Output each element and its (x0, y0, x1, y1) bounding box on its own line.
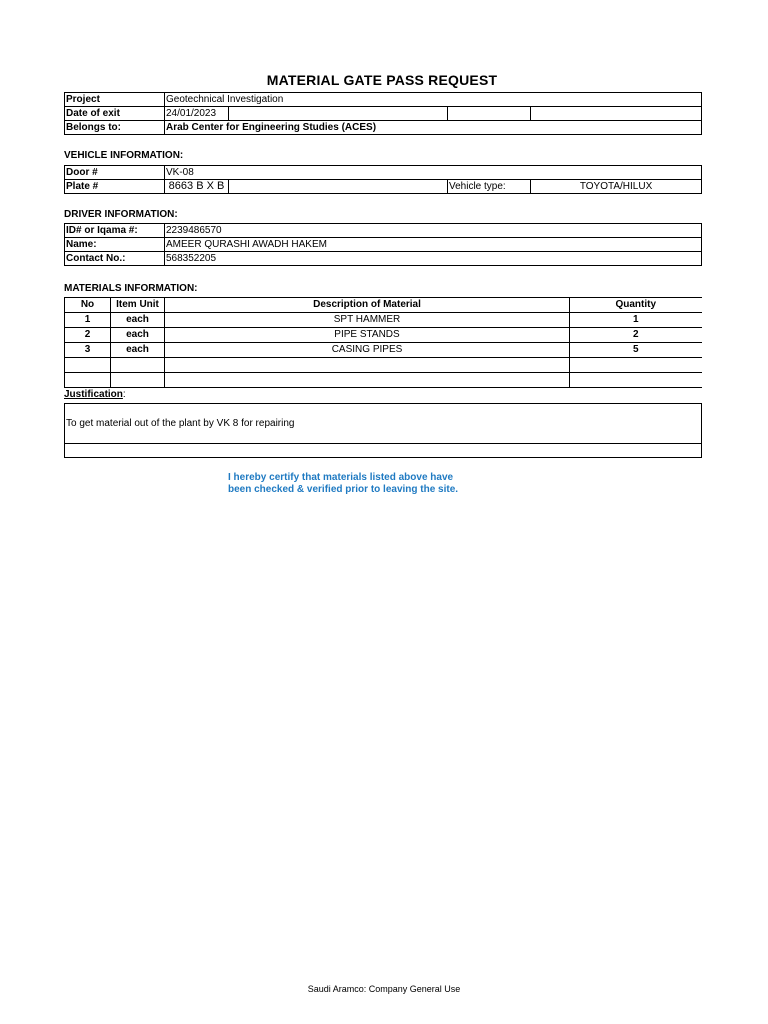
id-label: ID# or Iqama #: (65, 224, 165, 238)
belongs-label: Belongs to: (65, 121, 165, 135)
empty-cell (229, 180, 448, 194)
justification-label: Justification (64, 389, 123, 400)
empty-cell (165, 358, 570, 373)
empty-cell (65, 373, 111, 388)
empty-cell (111, 358, 165, 373)
vehicle-type-value: TOYOTA/HILUX (531, 180, 702, 194)
table-row-empty (65, 358, 702, 373)
row-no: 3 (65, 343, 111, 358)
vehicle-heading: VEHICLE INFORMATION: (64, 150, 184, 161)
row-description: CASING PIPES (165, 343, 570, 358)
header-quantity: Quantity (570, 298, 702, 313)
door-value: VK-08 (165, 166, 702, 180)
justification-row (65, 404, 702, 444)
vehicle-table (64, 165, 702, 194)
empty-cell (65, 358, 111, 373)
empty-cell (165, 373, 570, 388)
table-row-empty (65, 373, 702, 388)
date-row (65, 107, 702, 121)
justification-empty-row (65, 444, 702, 458)
vehicle-type-label: Vehicle type: (448, 180, 531, 194)
header-no: No (65, 298, 111, 313)
table-row (65, 343, 702, 358)
name-value: AMEER QURASHI AWADH HAKEM (165, 238, 702, 252)
table-row (65, 313, 702, 328)
empty-cell (111, 373, 165, 388)
driver-table (64, 223, 702, 266)
door-row (65, 166, 702, 180)
page-footer: Saudi Aramco: Company General Use (307, 984, 461, 994)
project-table (64, 92, 702, 135)
contact-row (65, 252, 702, 266)
form-title: MATERIAL GATE PASS REQUEST (266, 72, 498, 88)
justification-heading (64, 389, 126, 400)
table-row (65, 328, 702, 343)
plate-label: Plate # (65, 180, 165, 194)
header-unit: Item Unit (111, 298, 165, 313)
door-label: Door # (65, 166, 165, 180)
row-quantity: 1 (570, 313, 702, 328)
project-value: Geotechnical Investigation (165, 93, 702, 107)
name-row (65, 238, 702, 252)
project-row (65, 93, 702, 107)
empty-cell (448, 107, 531, 121)
id-value: 2239486570 (165, 224, 702, 238)
plate-row (65, 180, 702, 194)
belongs-row (65, 121, 702, 135)
materials-heading: MATERIALS INFORMATION: (64, 283, 198, 294)
empty-cell (229, 107, 448, 121)
project-label: Project (65, 93, 165, 107)
date-label: Date of exit (65, 107, 165, 121)
contact-label: Contact No.: (65, 252, 165, 266)
justification-table (64, 403, 702, 458)
certification-statement (228, 472, 488, 496)
date-value: 24/01/2023 (165, 107, 229, 121)
empty-cell (570, 373, 702, 388)
row-no: 1 (65, 313, 111, 328)
plate-value: 8663 B X B (165, 180, 229, 194)
row-description: PIPE STANDS (165, 328, 570, 343)
driver-heading: DRIVER INFORMATION: (64, 209, 178, 220)
justification-colon: : (122, 389, 126, 400)
row-unit: each (111, 328, 165, 343)
row-quantity: 2 (570, 328, 702, 343)
certification-line: been checked & verified prior to leaving the site. (228, 484, 459, 495)
row-unit: each (111, 313, 165, 328)
empty-cell (570, 358, 702, 373)
header-description: Description of Material (165, 298, 570, 313)
id-row (65, 224, 702, 238)
row-unit: each (111, 343, 165, 358)
certification-line: I hereby certify that materials listed above have (228, 472, 454, 483)
empty-cell (65, 444, 702, 458)
name-label: Name: (65, 238, 165, 252)
justification-text: To get material out of the plant by VK 8 for repairing (65, 404, 702, 444)
row-quantity: 5 (570, 343, 702, 358)
materials-table (64, 297, 702, 388)
belongs-value: Arab Center for Engineering Studies (ACES) (165, 121, 702, 135)
row-no: 2 (65, 328, 111, 343)
contact-value: 568352205 (165, 252, 702, 266)
row-description: SPT HAMMER (165, 313, 570, 328)
materials-header-row (65, 298, 702, 313)
empty-cell (531, 107, 702, 121)
